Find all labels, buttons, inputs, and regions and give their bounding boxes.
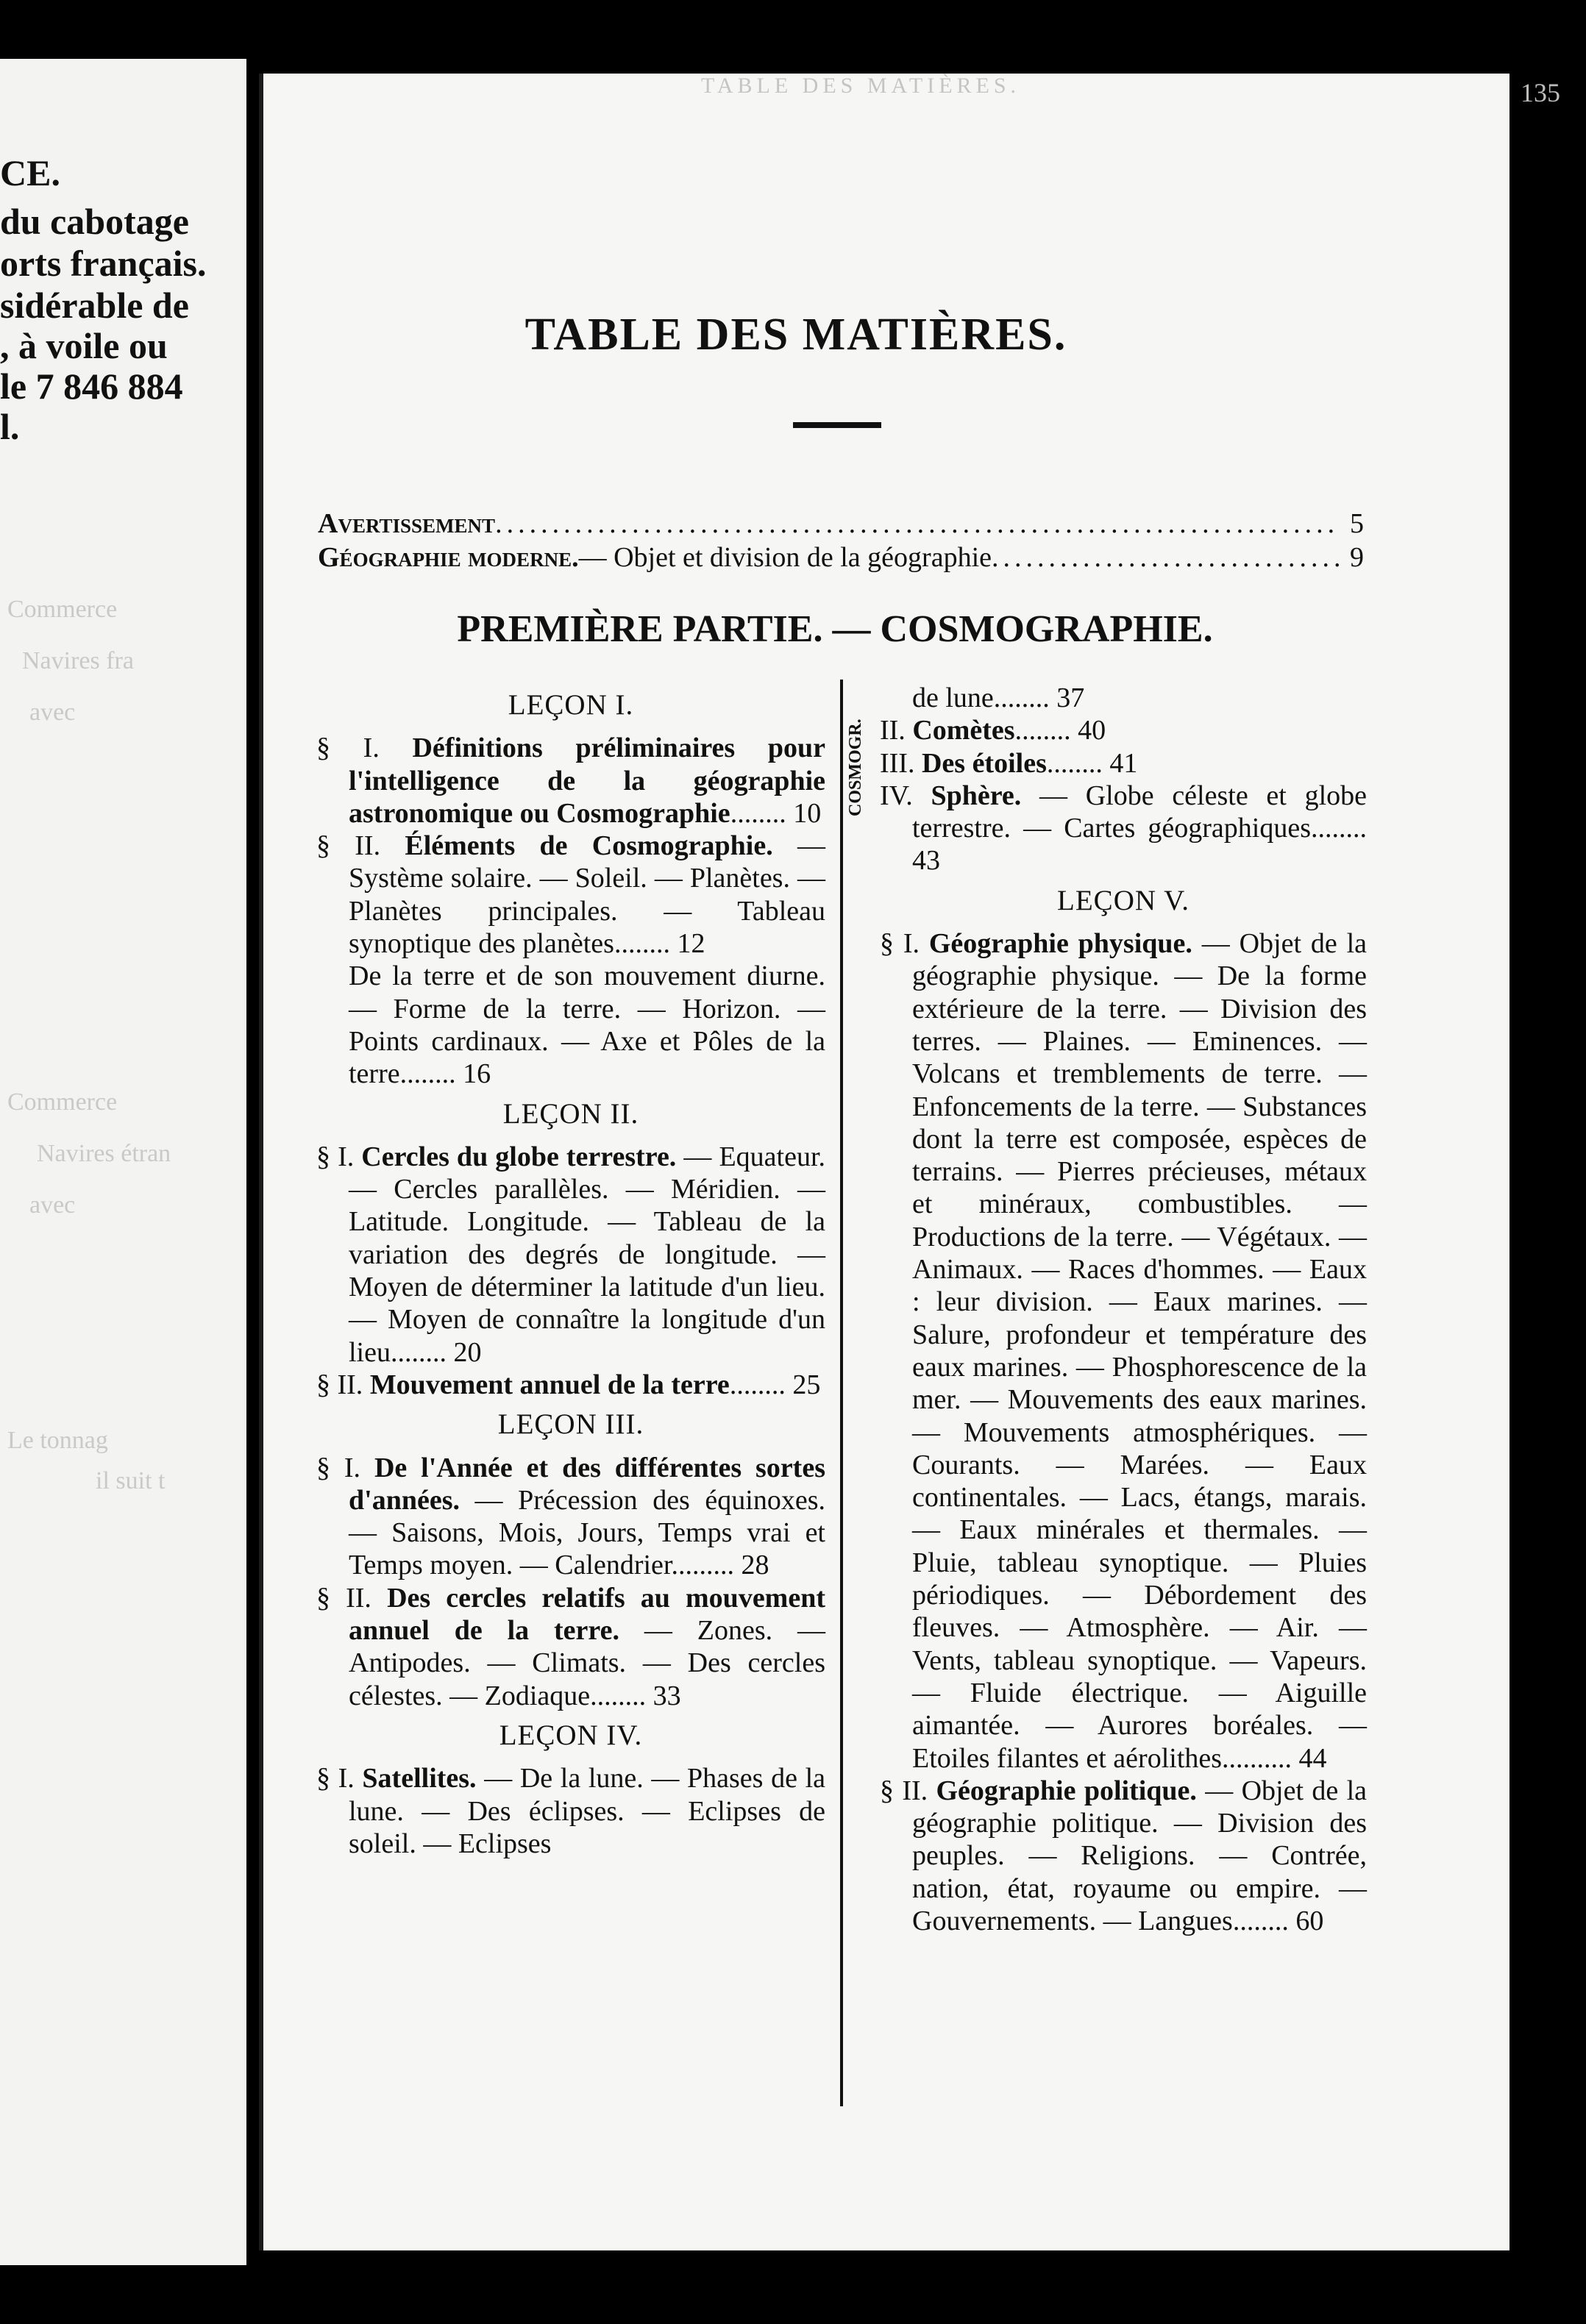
entry-text: — Objet de la géographie physique. — De la forme extérieure de la terre. — Division des terres. — Plaines. — Eminences. — Volcans et tremblements de terre. — Enfoncements de la terre. — Substances dont la terre est composée, espèces de terrains. — Pierres précieuses, métaux et minéraux, combustibles. — Productions de la terre. — Végétaux. — Animaux. — Races d'hommes. — Eaux : leur division. — Eaux marines. — Salure, profondeur et température des eaux marines. — Phosphorescence de la mer. — Mouvements des eaux marines. — Mouvements atmosphériques. — Courants. — Marées. — Eaux continentales. — Lacs, étangs, marais. — Eaux minérales et thermales. — Pluie, tableau synoptique. — Pluies périodiques. — Débordement des fleuves. — Atmosphère. — Air. — Vents, tableau synoptique. — Vapeurs. — Fluide électrique. — Aiguille aimantée. — Aurores boréales. — Etoiles filantes et aérolithes.. bbox=[912, 928, 1368, 1774]
leader-dots: ........ bbox=[1046, 747, 1110, 779]
contents-entry bbox=[880, 927, 1367, 1775]
facing-page-bleed: Commerce bbox=[7, 1088, 118, 1116]
section-marker: IV. bbox=[880, 780, 931, 811]
part-heading: PREMIÈRE PARTIE. — COSMOGRAPHIE. bbox=[457, 608, 1213, 650]
entry-title: Des étoiles bbox=[921, 747, 1047, 779]
page-edge bbox=[259, 74, 263, 2250]
entry-title: Éléments de Cosmographie. bbox=[405, 830, 773, 862]
facing-page-line: l. bbox=[0, 406, 20, 447]
entry-title: Définitions préliminaires pour l'intelligence de la géographie astronomique ou Cosmographie bbox=[349, 733, 826, 829]
facing-page-bleed: Navires fra bbox=[22, 647, 134, 674]
entry-text: — Précession des équinoxes. — Saisons, Mois, Jours, Temps vrai et Temps moyen. — Calendrier. bbox=[349, 1484, 825, 1581]
entry-title: Géographie moderne. bbox=[318, 543, 579, 573]
entry-page: 10 bbox=[793, 797, 822, 829]
running-head: TABLE DES MATIÈRES. bbox=[700, 74, 1021, 98]
entry-text: — Objet de la géographie politique. — Division des peuples. — Religions. — Contrée, nation, état, royaume ou empire. — Gouvernements. — Langues bbox=[912, 1775, 1368, 1936]
lesson-heading: LEÇON V. bbox=[1057, 884, 1190, 916]
contents-entry bbox=[880, 714, 1367, 746]
entry-page: 60 bbox=[1295, 1905, 1324, 1936]
contents-entry bbox=[316, 732, 825, 830]
section-marker: § I. bbox=[316, 1141, 362, 1172]
entry-title: Des cercles relatifs au mouvement annuel de la terre. bbox=[349, 1582, 825, 1647]
front-matter-entry bbox=[318, 543, 1364, 574]
entry-page: 20 bbox=[453, 1336, 482, 1368]
entry-text: De la terre et de son mouvement diurne. — Forme de la terre. — Horizon. — Points cardinaux. — Axe et Pôles de la terre bbox=[349, 960, 825, 1090]
section-marker: § II. bbox=[316, 1369, 370, 1400]
page-title: TABLE DES MATIÈRES. bbox=[524, 310, 1067, 360]
leader-dots: ........ bbox=[390, 1336, 454, 1368]
leader-dots: ........ bbox=[730, 797, 794, 829]
section-marker: § I. bbox=[316, 733, 413, 764]
leader-dots: ........ bbox=[399, 1058, 463, 1090]
section-marker: § II. bbox=[316, 830, 405, 862]
title-rule bbox=[793, 422, 881, 428]
leader-dots: ........ bbox=[993, 682, 1057, 713]
facing-page-line: , à voile ou bbox=[0, 325, 168, 366]
leader-dots bbox=[992, 543, 1340, 574]
entry-title: Sphère. bbox=[931, 780, 1022, 811]
lesson-heading: LEÇON I. bbox=[508, 689, 634, 721]
facing-page-line: le 7 846 884 bbox=[0, 366, 183, 407]
section-marker: § II. bbox=[316, 1582, 388, 1614]
facing-page bbox=[0, 59, 246, 2265]
entry-text: — Equateur. — Cercles parallèles. — Méridien. — Latitude. Longitude. — Tableau de la variation des degrés de longitude. — Moyen de déterminer la latitude d'un lieu. — Moyen de connaître la longitude d'un lieu bbox=[349, 1141, 826, 1368]
entry-title: Géographie politique. bbox=[936, 1775, 1197, 1806]
entry-page: 12 bbox=[677, 928, 705, 960]
section-marker: § II. bbox=[880, 1775, 936, 1806]
leader-dots: ........ bbox=[1014, 715, 1078, 746]
contents-entry bbox=[316, 1762, 825, 1860]
section-marker: § I. bbox=[316, 1452, 374, 1483]
contents-entry bbox=[316, 960, 825, 1090]
section-marker: § I. bbox=[316, 1763, 363, 1794]
facing-page-bleed: avec bbox=[29, 1191, 76, 1219]
contents-entry bbox=[316, 830, 825, 960]
facing-page-bleed: Commerce bbox=[7, 596, 118, 623]
contents-entry bbox=[880, 747, 1367, 780]
entry-page: 16 bbox=[463, 1058, 491, 1090]
contents-entry bbox=[880, 780, 1367, 877]
entry-title: Satellites. bbox=[362, 1763, 477, 1794]
entry-page: 33 bbox=[652, 1680, 681, 1711]
lesson-heading: LEÇON IV. bbox=[499, 1719, 643, 1751]
contents-entry bbox=[316, 1452, 825, 1582]
contents-column-right bbox=[880, 682, 1367, 1937]
entry-page: 43 bbox=[912, 845, 940, 877]
page-number: 135 bbox=[1521, 78, 1560, 107]
contents-entry bbox=[316, 1369, 825, 1401]
entry-page: 28 bbox=[741, 1550, 769, 1581]
contents-entry bbox=[316, 1141, 825, 1369]
contents-entry bbox=[880, 682, 1367, 714]
leader-dots: ........ bbox=[614, 928, 678, 960]
lesson-heading: LEÇON III. bbox=[497, 1408, 644, 1441]
entry-page: 37 bbox=[1056, 682, 1085, 713]
front-matter-entry bbox=[318, 509, 1364, 540]
facing-page-line: CE. bbox=[0, 152, 60, 193]
entry-title: Mouvement annuel de la terre bbox=[369, 1369, 730, 1400]
leader-dots: ........ bbox=[729, 1369, 793, 1400]
entry-text: — De la lune. — Phases de la lune. — Des éclipses. — Eclipses de soleil. — Eclipses bbox=[349, 1763, 826, 1859]
facing-page-line: orts français. bbox=[0, 243, 207, 284]
facing-page-bleed: il suit t bbox=[96, 1467, 166, 1494]
facing-page-bleed: Le tonnag bbox=[7, 1427, 108, 1454]
contents-entry bbox=[880, 1775, 1367, 1937]
entry-page: 5 bbox=[1350, 509, 1364, 539]
entry-text: — Globe céleste et globe terrestre. — Cartes géographiques bbox=[912, 780, 1367, 844]
side-label: COSMOGR. bbox=[846, 719, 865, 816]
facing-page-line: sidérable de bbox=[0, 285, 189, 326]
leader-dots: ........ bbox=[590, 1680, 653, 1711]
entry-title: De l'Année et des différentes sortes d'années. bbox=[349, 1452, 825, 1516]
contents-entry bbox=[316, 1582, 825, 1712]
entry-page: 41 bbox=[1109, 747, 1138, 779]
facing-page-line: du cabotage bbox=[0, 201, 189, 242]
entry-text: — Zones. — Antipodes. — Climats. — Des cercles célestes. — Zodiaque bbox=[349, 1615, 825, 1711]
section-marker: III. bbox=[880, 747, 922, 779]
lesson-heading: LEÇON II. bbox=[502, 1097, 639, 1130]
entry-title: Avertissement bbox=[318, 509, 496, 539]
leader-dots: ........ bbox=[1311, 813, 1367, 844]
leader-dots: ........ bbox=[1236, 1742, 1299, 1774]
leader-dots: ........ bbox=[678, 1550, 742, 1581]
entry-text: — Système solaire. — Soleil. — Planètes. — Planètes principales. — Tableau synoptique des planètes bbox=[349, 830, 825, 960]
entry-title: Comètes bbox=[912, 715, 1015, 746]
entry-page: 40 bbox=[1078, 715, 1106, 746]
entry-text: — Objet et division de la géographie bbox=[578, 543, 992, 573]
leader-dots bbox=[495, 509, 1340, 540]
section-marker: § I. bbox=[880, 928, 929, 960]
contents-column-left bbox=[316, 682, 825, 1860]
column-rule bbox=[840, 680, 843, 2106]
facing-page-bleed: avec bbox=[29, 699, 76, 726]
entry-page: 44 bbox=[1298, 1742, 1327, 1774]
entry-page: 9 bbox=[1350, 543, 1364, 573]
entry-title: Géographie physique. bbox=[928, 928, 1192, 960]
entry-title: Cercles du globe terrestre. bbox=[361, 1141, 677, 1172]
leader-dots: ........ bbox=[1232, 1905, 1296, 1936]
entry-text: de lune bbox=[912, 682, 994, 713]
section-marker: II. bbox=[880, 715, 913, 746]
entry-page: 25 bbox=[792, 1369, 821, 1400]
facing-page-bleed: Navires étran bbox=[37, 1140, 171, 1167]
